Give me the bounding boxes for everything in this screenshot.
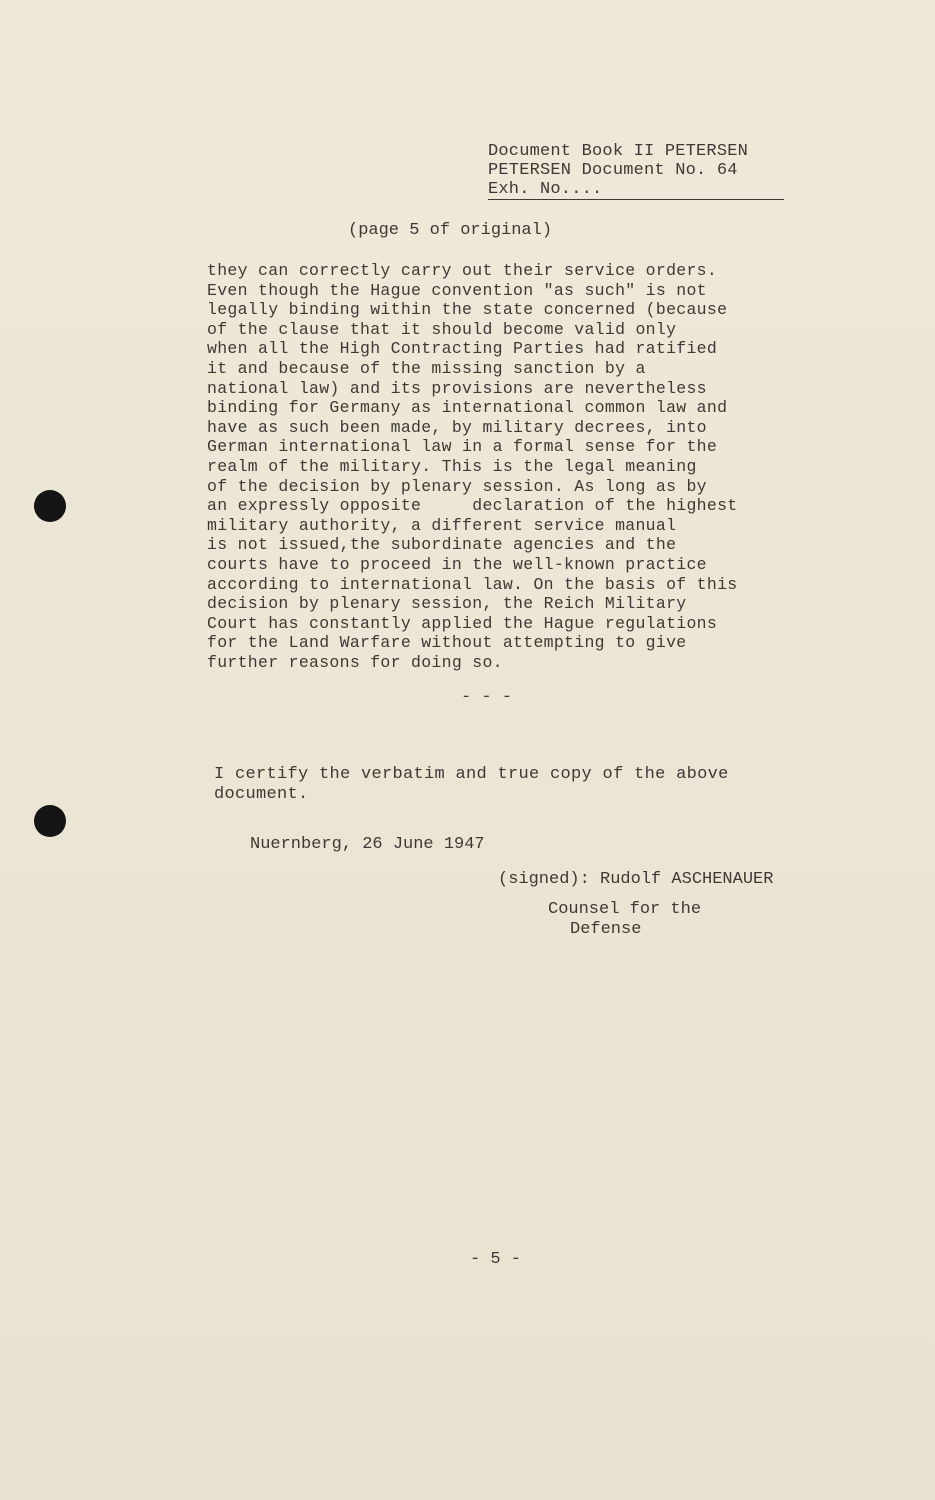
body-line: military authority, a different service manual [207,515,677,535]
body-line: Court has constantly applied the Hague regulations [207,613,718,633]
body-line: of the clause that it should become valid only [207,319,677,339]
certification-statement [214,765,729,805]
body-line: further reasons for doing so. [207,652,503,672]
punch-hole-bottom [34,805,66,837]
role-line: Defense [570,920,642,939]
document-header [488,142,784,200]
header-document-number: PETERSEN Document No. 64 [488,161,738,180]
section-separator: - - - [461,688,513,707]
body-line: it and because of the missing sanction by a [207,358,646,378]
certification-line: I certify the verbatim and true copy of the above [214,765,729,784]
body-line: German international law in a formal sense for the [207,437,718,457]
body-line: decision by plenary session, the Reich Military [207,594,687,614]
body-line: courts have to proceed in the well-known practice [207,554,707,574]
body-line: according to international law. On the basis of this [207,574,738,594]
body-text [207,261,737,672]
header-document-book: Document Book II PETERSEN [488,142,749,161]
certification-line: document. [214,785,309,804]
punch-hole-top [34,490,66,522]
page-of-original-note: (page 5 of original) [348,221,553,240]
page-number: - 5 - [470,1250,522,1269]
body-line: is not issued,the subordinate agencies and the [207,535,677,555]
body-line: when all the High Contracting Parties had ratified [207,339,718,359]
body-line: an expressly opposite declaration of the highest [207,496,738,516]
body-line: legally binding within the state concerned (because [207,300,728,320]
body-line: realm of the military. This is the legal meaning [207,456,697,476]
place-and-date: Nuernberg, 26 June 1947 [250,835,485,854]
body-line: they can correctly carry out their service orders. [207,261,718,280]
body-line: for the Land Warfare without attempting to give [207,633,687,653]
signature-line: (signed): Rudolf ASCHENAUER [498,870,774,889]
body-line: national law) and its provisions are nevertheless [207,378,707,398]
role-line: Counsel for the [548,900,702,919]
header-exhibit-number: Exh. No.... [488,180,784,200]
body-line: binding for Germany as international common law and [207,398,728,418]
signatory-role [548,900,701,940]
body-line: have as such been made, by military decrees, into [207,417,707,437]
body-line: Even though the Hague convention "as such" is not [207,280,707,300]
body-line: of the decision by plenary session. As long as by [207,476,707,496]
